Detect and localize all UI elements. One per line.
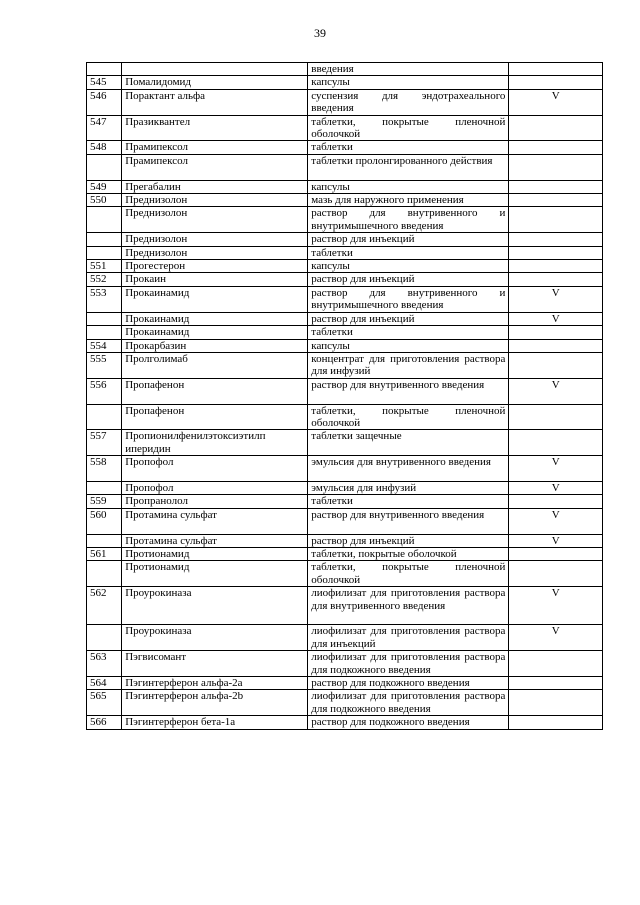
table-row — [87, 180, 603, 193]
row-number-cell — [87, 625, 122, 651]
table-row — [87, 587, 603, 625]
row-number-cell — [87, 534, 122, 547]
drug-name-cell: Пэгинтерферон альфа-2b — [122, 690, 308, 716]
dosage-form-cell: концентрат для приготовления раствора для инфузий — [308, 352, 509, 378]
drug-name-cell — [122, 63, 308, 76]
table-row — [87, 534, 603, 547]
row-number-cell: 552 — [87, 273, 122, 286]
drug-name-cell: Прамипексол — [122, 141, 308, 154]
drug-name-cell: Пропофол — [122, 481, 308, 494]
drug-name-cell: Пэгинтерферон альфа-2a — [122, 677, 308, 690]
mark-cell — [509, 63, 603, 76]
table-row — [87, 246, 603, 259]
dosage-form-cell: раствор для внутривенного введения — [308, 508, 509, 534]
mark-cell: V — [509, 625, 603, 651]
mark-cell — [509, 194, 603, 207]
dosage-form-cell: таблетки — [308, 326, 509, 339]
dosage-form-cell: раствор для инъекций — [308, 312, 509, 325]
dosage-form-cell: таблетки, покрытые пленочной оболочкой — [308, 561, 509, 587]
row-number-cell: 558 — [87, 456, 122, 482]
row-number-cell — [87, 326, 122, 339]
mark-cell — [509, 326, 603, 339]
row-number-cell: 549 — [87, 180, 122, 193]
table-row — [87, 194, 603, 207]
table-row — [87, 352, 603, 378]
drug-name-cell: Протионамид — [122, 547, 308, 560]
drug-name-cell: Празиквантел — [122, 115, 308, 141]
row-number-cell — [87, 561, 122, 587]
dosage-form-cell: таблетки пролонгированного действия — [308, 154, 509, 180]
table-row — [87, 115, 603, 141]
row-number-cell — [87, 246, 122, 259]
dosage-form-cell: таблетки, покрытые оболочкой — [308, 547, 509, 560]
dosage-form-cell: таблетки — [308, 495, 509, 508]
drug-name-cell: Протамина сульфат — [122, 534, 308, 547]
row-number-cell: 550 — [87, 194, 122, 207]
mark-cell — [509, 690, 603, 716]
mark-cell — [509, 115, 603, 141]
row-number-cell: 560 — [87, 508, 122, 534]
drug-name-cell: Прокаинамид — [122, 326, 308, 339]
drug-name-cell: Пропофол — [122, 456, 308, 482]
table-row — [87, 690, 603, 716]
table-row — [87, 677, 603, 690]
dosage-form-cell: суспензия для эндотрахеального введения — [308, 89, 509, 115]
dosage-form-cell: раствор для внутривенного и внутримышечного введения — [308, 207, 509, 233]
mark-cell: V — [509, 312, 603, 325]
table-row — [87, 716, 603, 729]
mark-cell: V — [509, 89, 603, 115]
dosage-form-cell: лиофилизат для приготовления раствора для инъекций — [308, 625, 509, 651]
mark-cell — [509, 561, 603, 587]
table-row — [87, 76, 603, 89]
table-row — [87, 286, 603, 312]
drug-name-cell: Помалидомид — [122, 76, 308, 89]
row-number-cell: 562 — [87, 587, 122, 625]
drug-name-cell: Пропафенон — [122, 378, 308, 404]
mark-cell — [509, 233, 603, 246]
table-row — [87, 456, 603, 482]
row-number-cell — [87, 404, 122, 430]
row-number-cell: 556 — [87, 378, 122, 404]
mark-cell — [509, 260, 603, 273]
table-row — [87, 63, 603, 76]
row-number-cell — [87, 207, 122, 233]
drug-name-cell: Проурокиназа — [122, 587, 308, 625]
mark-cell: V — [509, 378, 603, 404]
mark-cell: V — [509, 286, 603, 312]
dosage-form-cell: капсулы — [308, 260, 509, 273]
table-row — [87, 154, 603, 180]
row-number-cell: 545 — [87, 76, 122, 89]
drug-name-cell: Преднизолон — [122, 233, 308, 246]
row-number-cell: 559 — [87, 495, 122, 508]
dosage-form-cell: таблетки — [308, 141, 509, 154]
dosage-form-cell: лиофилизат для приготовления раствора для подкожного введения — [308, 690, 509, 716]
mark-cell — [509, 246, 603, 259]
table-row — [87, 651, 603, 677]
mark-cell — [509, 180, 603, 193]
dosage-form-cell: капсулы — [308, 339, 509, 352]
dosage-form-cell: таблетки, покрытые пленочной оболочкой — [308, 404, 509, 430]
row-number-cell: 563 — [87, 651, 122, 677]
dosage-form-cell: раствор для инъекций — [308, 233, 509, 246]
dosage-form-cell: капсулы — [308, 76, 509, 89]
drug-name-cell: Прегабалин — [122, 180, 308, 193]
dosage-form-cell: раствор для инъекций — [308, 534, 509, 547]
mark-cell — [509, 651, 603, 677]
mark-cell — [509, 76, 603, 89]
table-row — [87, 207, 603, 233]
row-number-cell: 554 — [87, 339, 122, 352]
mark-cell — [509, 716, 603, 729]
drug-list-table — [86, 62, 603, 730]
row-number-cell: 561 — [87, 547, 122, 560]
drug-name-cell: Преднизолон — [122, 207, 308, 233]
drug-name-cell: Преднизолон — [122, 194, 308, 207]
dosage-form-cell: лиофилизат для приготовления раствора для внутривенного введения — [308, 587, 509, 625]
row-number-cell: 553 — [87, 286, 122, 312]
table-row — [87, 260, 603, 273]
drug-name-cell: Порактант альфа — [122, 89, 308, 115]
table-row — [87, 312, 603, 325]
row-number-cell — [87, 481, 122, 494]
table-row — [87, 273, 603, 286]
dosage-form-cell: раствор для подкожного введения — [308, 677, 509, 690]
mark-cell: V — [509, 587, 603, 625]
mark-cell: V — [509, 456, 603, 482]
row-number-cell — [87, 154, 122, 180]
mark-cell: V — [509, 534, 603, 547]
row-number-cell: 557 — [87, 430, 122, 456]
table-row — [87, 233, 603, 246]
drug-name-cell: Пэгинтерферон бета-1a — [122, 716, 308, 729]
mark-cell — [509, 495, 603, 508]
table-body — [87, 63, 603, 730]
row-number-cell: 555 — [87, 352, 122, 378]
dosage-form-cell: раствор для внутривенного введения — [308, 378, 509, 404]
row-number-cell: 565 — [87, 690, 122, 716]
dosage-form-cell: лиофилизат для приготовления раствора для подкожного введения — [308, 651, 509, 677]
dosage-form-cell: эмульсия для инфузий — [308, 481, 509, 494]
drug-name-cell: Прокаинамид — [122, 286, 308, 312]
mark-cell — [509, 141, 603, 154]
row-number-cell — [87, 312, 122, 325]
row-number-cell: 548 — [87, 141, 122, 154]
dosage-form-cell: таблетки защечные — [308, 430, 509, 456]
drug-name-cell: Пропафенон — [122, 404, 308, 430]
drug-name-cell: Пролголимаб — [122, 352, 308, 378]
mark-cell — [509, 430, 603, 456]
dosage-form-cell: капсулы — [308, 180, 509, 193]
row-number-cell: 546 — [87, 89, 122, 115]
dosage-form-cell: раствор для подкожного введения — [308, 716, 509, 729]
page-number: 39 — [314, 26, 326, 40]
mark-cell — [509, 154, 603, 180]
mark-cell: V — [509, 481, 603, 494]
mark-cell: V — [509, 508, 603, 534]
drug-name-cell: Преднизолон — [122, 246, 308, 259]
drug-name-cell: Прокарбазин — [122, 339, 308, 352]
drug-name-cell: Пропранолол — [122, 495, 308, 508]
drug-name-cell: Проурокиназа — [122, 625, 308, 651]
mark-cell — [509, 207, 603, 233]
mark-cell — [509, 273, 603, 286]
drug-name-cell: Протионамид — [122, 561, 308, 587]
row-number-cell — [87, 63, 122, 76]
table-row — [87, 404, 603, 430]
drug-name-cell: Прокаин — [122, 273, 308, 286]
dosage-form-cell: мазь для наружного применения — [308, 194, 509, 207]
dosage-form-cell: таблетки, покрытые пленочной оболочкой — [308, 115, 509, 141]
table-row — [87, 547, 603, 560]
dosage-form-cell: эмульсия для внутривенного введения — [308, 456, 509, 482]
mark-cell — [509, 404, 603, 430]
mark-cell — [509, 339, 603, 352]
table-row — [87, 508, 603, 534]
table-row — [87, 495, 603, 508]
drug-name-cell: Протамина сульфат — [122, 508, 308, 534]
row-number-cell: 547 — [87, 115, 122, 141]
drug-name-cell: Прамипексол — [122, 154, 308, 180]
row-number-cell — [87, 233, 122, 246]
table-row — [87, 141, 603, 154]
row-number-cell: 564 — [87, 677, 122, 690]
row-number-cell: 551 — [87, 260, 122, 273]
mark-cell — [509, 352, 603, 378]
table-row — [87, 430, 603, 456]
table-row — [87, 481, 603, 494]
drug-name-cell: Прокаинамид — [122, 312, 308, 325]
mark-cell — [509, 677, 603, 690]
table-row — [87, 625, 603, 651]
dosage-form-cell: раствор для внутривенного и внутримышечного введения — [308, 286, 509, 312]
table-row — [87, 378, 603, 404]
table-row — [87, 561, 603, 587]
table-row — [87, 339, 603, 352]
row-number-cell: 566 — [87, 716, 122, 729]
dosage-form-cell: таблетки — [308, 246, 509, 259]
mark-cell — [509, 547, 603, 560]
drug-name-cell: Пропионилфенилэтоксиэтилп иперидин — [122, 430, 308, 456]
drug-name-cell: Прогестерон — [122, 260, 308, 273]
drug-name-cell: Пэгвисомант — [122, 651, 308, 677]
table-row — [87, 89, 603, 115]
table-row — [87, 326, 603, 339]
dosage-form-cell: введения — [308, 63, 509, 76]
dosage-form-cell: раствор для инъекций — [308, 273, 509, 286]
